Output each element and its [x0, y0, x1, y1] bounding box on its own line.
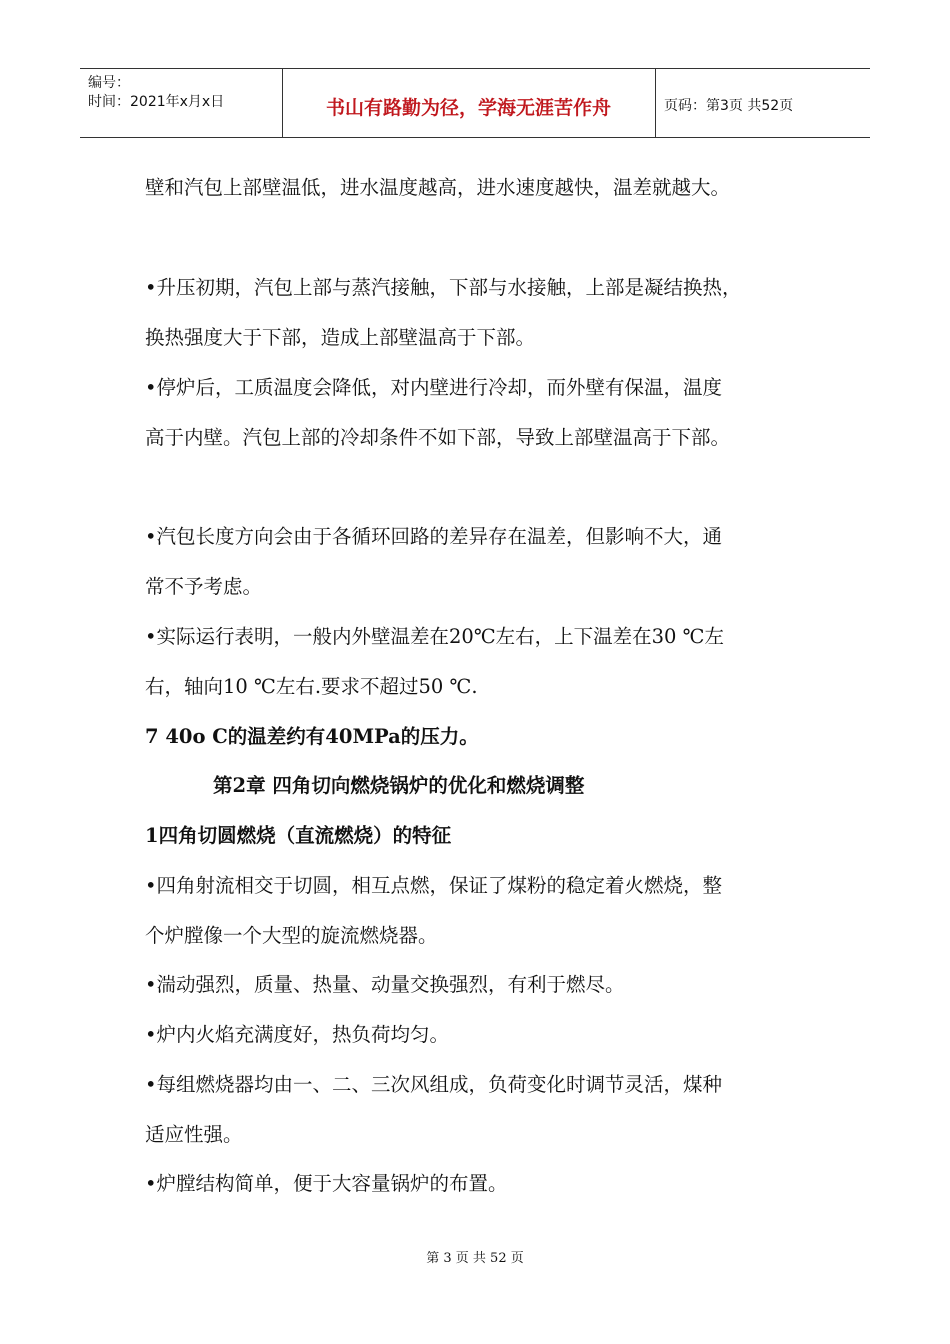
page-footer: 第 3 页 共 52 页: [426, 1251, 524, 1266]
header-meta-cell: [80, 69, 283, 137]
bullet-line: •汽包长度方向会由于各循环回路的差异存在温差，但影响不大，通: [145, 525, 723, 548]
document-number-label: 编号：: [88, 75, 130, 91]
header-motto-cell: [282, 69, 656, 137]
paragraph-line: 常不予考虑。: [145, 575, 263, 598]
bullet-line: •湍动强烈，质量、热量、动量交换强烈，有利于燃尽。: [145, 973, 625, 996]
bullet-line: •升压初期，汽包上部与蒸汽接触，下部与水接触，上部是凝结换热，: [145, 276, 742, 299]
bullet-line: •炉内火焰充满度好，热负荷均匀。: [145, 1023, 450, 1046]
paragraph-line: 换热强度大于下部，造成上部壁温高于下部。: [145, 326, 536, 349]
bold-statement: 7 40o C的温差约有40MPa的压力。: [145, 725, 479, 748]
section-heading: 1四角切圆燃烧（直流燃烧）的特征: [145, 824, 452, 847]
bullet-line: •炉膛结构简单，便于大容量锅炉的布置。: [145, 1172, 508, 1195]
header-page-cell: [655, 69, 870, 137]
paragraph-line: 个炉膛像一个大型的旋流燃烧器。: [145, 924, 438, 947]
bullet-line: •每组燃烧器均由一、二、三次风组成，负荷变化时调节灵活，煤种: [145, 1073, 723, 1096]
paragraph-line: 高于内壁。汽包上部的冷却条件不如下部，导致上部壁温高于下部。: [145, 426, 731, 449]
document-time-label: 时间：2021年x月x日: [88, 94, 225, 110]
bullet-line: •四角射流相交于切圆，相互点燃，保证了煤粉的稳定着火燃烧，整: [145, 874, 723, 897]
page-header: [80, 68, 870, 138]
bullet-line: •实际运行表明，一般内外壁温差在20℃左右，上下温差在30 ℃左: [145, 625, 724, 648]
paragraph-line: 右，轴向10 ℃左右.要求不超过50 ℃.: [145, 675, 478, 698]
chapter-title: 第2章 四角切向燃烧锅炉的优化和燃烧调整: [213, 774, 585, 797]
header-page-info: 页码：第3页 共52页: [664, 98, 794, 114]
bullet-line: •停炉后，工质温度会降低，对内壁进行冷却，而外壁有保温，温度: [145, 376, 723, 399]
paragraph-line: 壁和汽包上部壁温低，进水温度越高，进水速度越快，温差就越大。: [145, 176, 731, 199]
header-motto: 书山有路勤为径，学海无涯苦作舟: [325, 97, 611, 119]
paragraph-line: 适应性强。: [145, 1123, 243, 1146]
